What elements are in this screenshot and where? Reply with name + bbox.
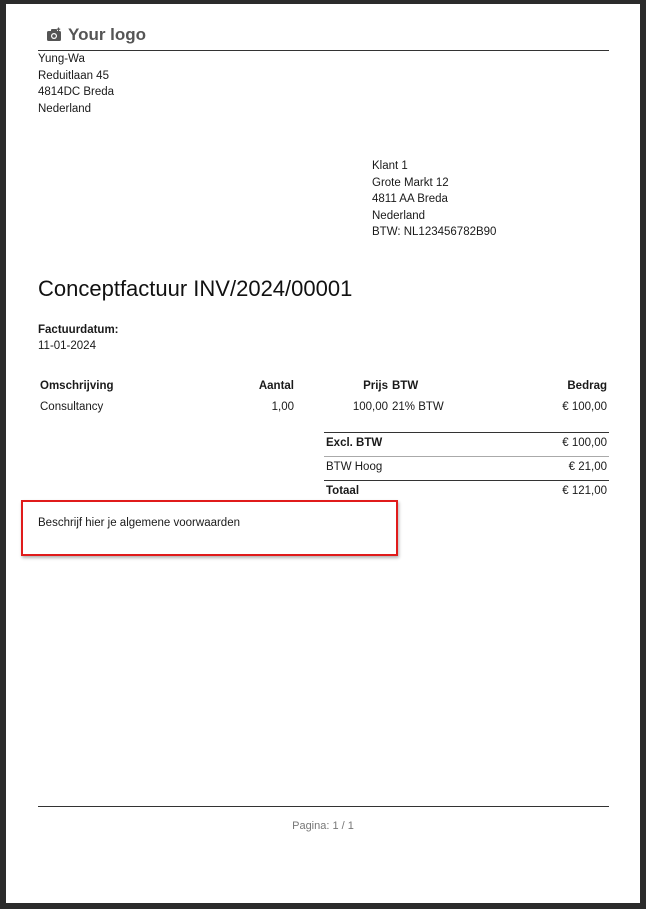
totals-block	[324, 432, 609, 504]
header-quantity: Aantal	[258, 380, 294, 392]
header-description: Omschrijving	[40, 380, 114, 392]
company-street: Reduitlaan 45	[38, 69, 109, 82]
subtotal-row	[324, 432, 609, 456]
tax-label: BTW Hoog	[326, 461, 383, 473]
customer-country: Nederland	[372, 209, 426, 222]
logo-text: Your logo	[68, 25, 147, 44]
header-amount: Bedrag	[567, 380, 607, 392]
company-address	[38, 51, 114, 117]
invoice-date-label: Factuurdatum:	[38, 324, 119, 336]
line-amount: € 100,00	[562, 401, 607, 413]
header-tax: BTW	[392, 380, 419, 392]
customer-name: Klant 1	[372, 160, 408, 172]
table-header-row	[38, 376, 609, 396]
line-price: 100,00	[352, 401, 388, 413]
subtotal-label: Excl. BTW	[326, 437, 383, 449]
invoice-date: 11-01-2024	[38, 340, 96, 352]
line-description: Consultancy	[40, 401, 104, 413]
company-logo[interactable]	[46, 25, 146, 45]
header-price: Prijs	[363, 380, 388, 392]
page-number: Pagina: 1 / 1	[292, 820, 354, 832]
tax-row	[324, 456, 609, 480]
company-city: 4814DC Breda	[38, 86, 115, 98]
invoice-title: Conceptfactuur INV/2024/00001	[38, 276, 353, 301]
subtotal-value: € 100,00	[562, 437, 607, 449]
invoice-page	[6, 4, 640, 903]
terms-text[interactable]: Beschrijf hier je algemene voorwaarden	[38, 517, 240, 529]
customer-address	[372, 158, 496, 241]
total-label: Totaal	[326, 485, 360, 497]
camera-icon	[46, 27, 62, 43]
invoice-lines-table	[38, 376, 609, 418]
tax-value: € 21,00	[568, 461, 607, 473]
header-divider	[38, 50, 609, 51]
customer-city: 4811 AA Breda	[372, 193, 448, 205]
company-name: Yung-Wa	[38, 53, 85, 65]
table-row	[38, 396, 609, 418]
line-tax: 21% BTW	[392, 401, 444, 413]
line-quantity: 1,00	[271, 401, 294, 413]
customer-vat: BTW: NL123456782B90	[372, 226, 497, 238]
footer-divider	[38, 806, 609, 807]
customer-street: Grote Markt 12	[372, 176, 449, 189]
company-country: Nederland	[38, 102, 92, 115]
total-value: € 121,00	[562, 485, 607, 497]
